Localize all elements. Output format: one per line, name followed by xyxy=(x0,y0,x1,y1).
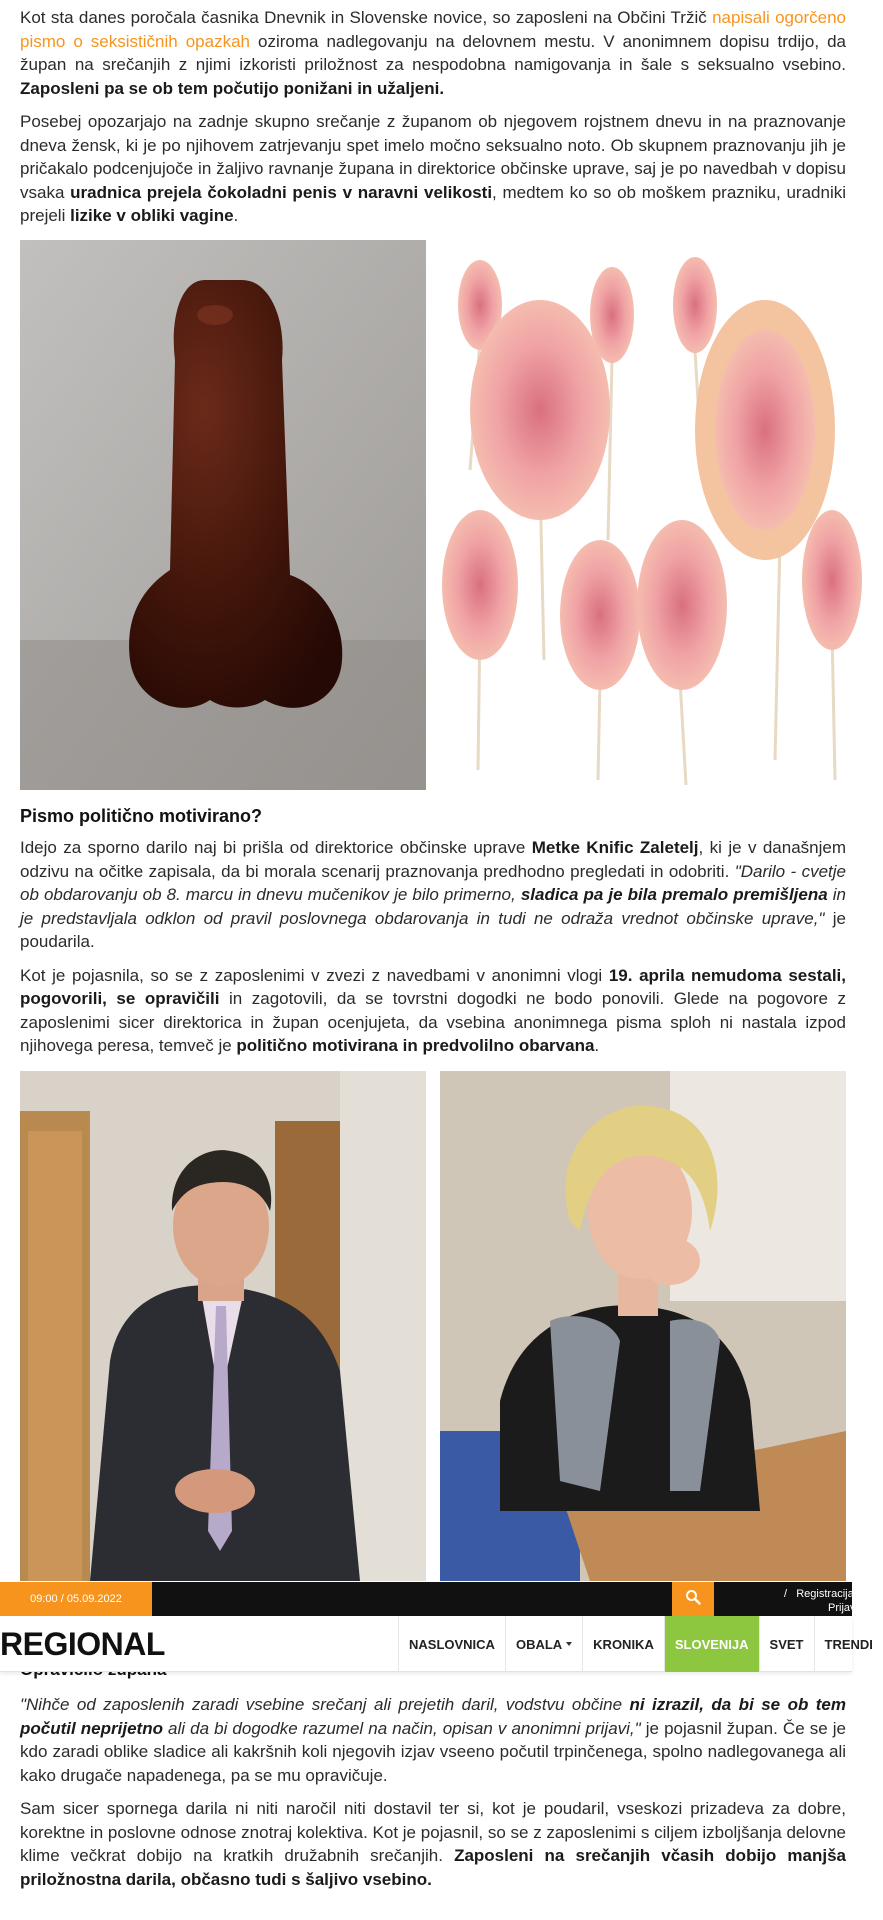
bold-text: Metke Knific Zaletelj xyxy=(531,838,699,857)
site-logo[interactable]: REGIONAL xyxy=(0,1626,165,1662)
paragraph-1 xyxy=(20,6,846,100)
paragraph-5 xyxy=(20,1693,846,1787)
bold-italic-text: ni izrazil, da bi se ob tem počutil neprijetno xyxy=(20,1695,847,1738)
letter-link[interactable]: napisali ogorčeno pismo o seksističnih opazkah xyxy=(20,8,846,51)
text: oziroma nadlegovanju na delovnem mestu. V anonimnem dopisu trdijo, da župan na srečanjih z njimi izkoristi priložnost za nespodobna namigovanja in šale s seksualno vsebino. xyxy=(20,31,846,74)
article-body-bottom xyxy=(20,1693,846,1901)
search-button[interactable] xyxy=(672,1582,714,1616)
image-row-gifts xyxy=(20,240,846,790)
paragraph-4 xyxy=(20,964,846,1058)
italic-text: in je predstavljala odklon od pravil poslovnega obdarovanja in tudi ne odraža vrednot občinske uprave," xyxy=(20,885,846,928)
text: Sam sicer spornega darila ni niti naročil niti dostavil ter si, kot je poudaril, vseskozi prizadeva za dobre, korektne in poslovne odnose znotraj kolektiva. Kot je pojasnil, so se z zaposlenimi s ciljem izboljšanja delovne klime večkrat dobijo na kratkih družabnih srečanjih. xyxy=(20,1799,846,1865)
text: Posebej opozarjajo na zadnje skupno srečanje z županom ob njegovem rojstnem dnevu in na praznovanje dneva žensk, ki je po njihovem zatrjevanju spet imelo močno seksualno noto. Ob skupnem praznovanju jih je pričakalo podcenjujoče in žaljivo ravnanje župana in direktorice občinske uprave, saj je po navedbah v dopisu vsaka xyxy=(20,112,846,202)
article-body-middle xyxy=(20,836,846,1068)
italic-text: ali da bi dogodke razumel na način, opisan v anonimni prijavi," xyxy=(162,1718,641,1738)
mayor-photo xyxy=(20,1071,426,1581)
search-icon xyxy=(685,1589,701,1610)
article-body xyxy=(20,6,846,238)
nav-item-slovenija[interactable]: SLOVENIJA xyxy=(664,1616,759,1672)
nav-item-svet[interactable]: SVET xyxy=(759,1616,814,1672)
bold-text: 19. aprila nemudoma sestali, pogovorili, se opravičili xyxy=(20,965,846,1008)
nav-item-label: OBALA xyxy=(515,1636,563,1652)
bold-text: uradnica prejela čokoladni penis v naravni velikosti xyxy=(70,182,493,202)
section-heading: Pismo politično motivirano? xyxy=(20,806,263,826)
nav-menu xyxy=(398,1616,883,1672)
chocolate-photo xyxy=(20,240,426,790)
paragraph-2 xyxy=(20,110,846,228)
text: , medtem ko so ob moškem prazniku, uradniki prejeli xyxy=(20,182,846,225)
main-navigation xyxy=(0,1616,873,1672)
text: . xyxy=(233,206,239,225)
bold-text: Zaposleni na srečanjih včasih dobijo manjša priložnostna darila, občasno tudi s šaljivo vsebino. xyxy=(20,1846,846,1889)
text: . xyxy=(594,1036,600,1055)
text: Kot sta danes poročala časnika Dnevnik in Slovenske novice, so zaposleni na Občini Tržič xyxy=(20,8,713,27)
nav-item-naslovnica[interactable]: NASLOVNICA xyxy=(398,1616,505,1672)
lollipop-photo xyxy=(440,240,846,790)
text: in zagotovili, da se tovrstni dogodki ne bodo ponovili. Glede na pogovore z zaposlenimi sicer direktorica in župan ocenjujeta, da vsebina anonimnega pisma sploh ni nastala izpod njihovega peresa, temveč je xyxy=(20,989,846,1055)
top-bar xyxy=(0,1582,862,1616)
account-separator: / xyxy=(784,1588,788,1600)
italic-text: "Darilo - cvetje ob obdarovanju ob 8. marcu in dnevu mučenikov je bilo primerno, xyxy=(20,861,847,904)
image-row-portraits xyxy=(20,1071,846,1581)
nav-item-obala[interactable] xyxy=(505,1616,582,1672)
text: je pojasnil župan. Če se je kdo zaradi oblike sladice ali kakršnih koli njegovih izjav vseeno počutil trpinčenega, spolno nadlegovanega ali kako drugače napadenega, pa se mu opravičuje. xyxy=(20,1718,846,1785)
bold-text: lizike v obliki vagine xyxy=(70,206,234,225)
bold-text: Zaposleni pa se ob tem počutijo ponižani in užaljeni. xyxy=(20,78,445,98)
nav-item-kronika[interactable]: KRONIKA xyxy=(582,1616,664,1672)
paragraph-3 xyxy=(20,836,846,954)
bold-italic-text: sladica pa je bila premalo premišljena xyxy=(520,885,828,904)
datetime-badge: 09:00 / 05.09.2022 xyxy=(0,1582,152,1616)
chevron-down-icon xyxy=(566,1642,572,1646)
italic-text: "Nihče od zaposlenih zaradi vsebine srečanj ali prejetih daril, vodstvu občine xyxy=(20,1695,630,1714)
paragraph-6 xyxy=(20,1797,846,1891)
text: , ki je v današnjem odzivu na očitke zapisala, da bi morala scenarij praznovanja predhodno pregledati in odobriti. xyxy=(20,838,847,881)
director-photo xyxy=(440,1071,846,1581)
bold-text: politično motivirana in predvolilno obarvana xyxy=(236,1036,595,1055)
nav-item-trendi[interactable]: TRENDI xyxy=(814,1616,883,1672)
text: Idejo za sporno darilo naj bi prišla od direktorice občinske uprave xyxy=(20,838,532,857)
login-link[interactable]: Prijava xyxy=(828,1602,862,1614)
text: je poudarila. xyxy=(20,908,846,951)
account-links xyxy=(784,1587,862,1615)
register-link[interactable]: Registracija xyxy=(796,1588,854,1600)
text: Kot je pojasnila, so se z zaposlenimi v zvezi z navedbami v anonimni vlogi xyxy=(20,965,609,985)
